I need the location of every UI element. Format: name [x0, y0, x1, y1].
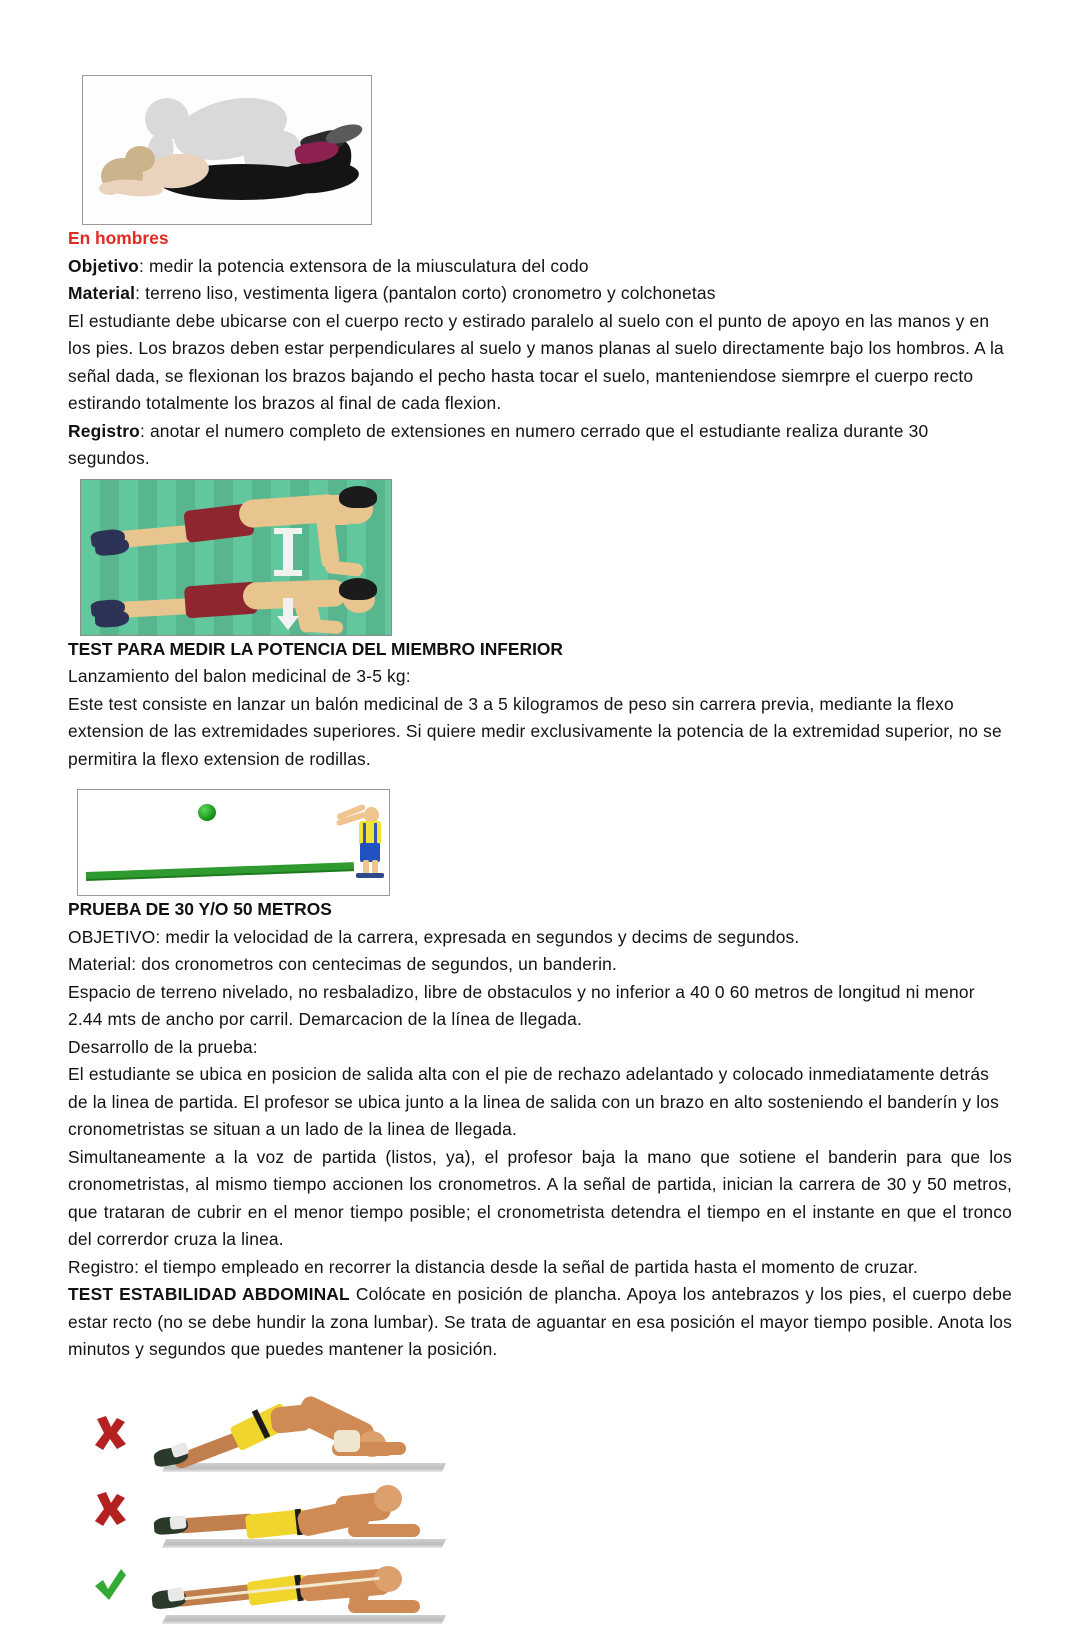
floor-shadow: [162, 1539, 446, 1548]
hand: [398, 1600, 420, 1613]
cross-icon: [93, 1414, 127, 1452]
shoe-heel-white: [167, 1586, 185, 1601]
objetivo-label: Objetivo: [68, 255, 139, 276]
thrower-strap-left: [363, 823, 366, 845]
figure-plank-positions: [81, 1404, 481, 1626]
document-content: [68, 58, 1012, 1626]
check-icon: [93, 1566, 127, 1604]
upper-figure-hair: [339, 486, 377, 508]
objetivo-text: : medir la potencia extensora de la miusculatura del codo: [138, 255, 589, 276]
paragraph-prueba-1: El estudiante se ubica en posicion de salida alta con el pie de rechazo adelantado y colocado inmediatamente detrás de la linea de partida. El profesor se ubica junto a la linea de salida con un brazo en alto sosteniendo el banderín y los cronometristas se situan a un lado de la linea de llegada.: [68, 1064, 999, 1139]
figure-knee-pushup-photo: [82, 75, 372, 225]
heading-prueba-30-50-metros: PRUEBA DE 30 Y/O 50 METROS: [68, 899, 332, 919]
head: [374, 1485, 402, 1512]
plank-figure-hips-high: [136, 1404, 476, 1474]
thrower-shoe-right: [369, 873, 384, 878]
thrower-strap-right: [374, 823, 377, 845]
figure-pushup-illustration: [80, 479, 392, 636]
paragraph-prueba-material: Material: dos cronometros con centecimas de segundos, un banderin.: [68, 954, 617, 974]
paragraph-prueba-2: Simultaneamente a la voz de partida (listos, ya), el profesor baja la mano que sotiene el banderin para que los cronometristas, al mismo tiempo accionen los cronometros. A la señal de partida, inician la carrera de 30 y 50 metros, que trataran de cubrir en el menor tiempo posible; el cronometrista detendra el tiempo en el instante en que el tronco del correrdor cruza la linea.: [68, 1146, 1012, 1249]
down-arrow-stem: [283, 598, 293, 618]
paragraph-prueba-registro: Registro: el tiempo empleado en recorrer la distancia desde la señal de partida hasta el momento de cruzar.: [68, 1256, 918, 1277]
material-text: : terreno liso, vestimenta ligera (pantalon corto) cronometro y colchonetas: [135, 283, 716, 303]
registro-label: Registro: [68, 420, 140, 441]
paragraph-prueba-objetivo: OBJETIVO: medir la velocidad de la carrera, expresada en segundos y decims de segundos.: [68, 926, 800, 947]
paragraph-estabilidad-abdominal: [68, 1281, 1012, 1364]
hand: [99, 182, 121, 195]
plank-row-hips-low: [81, 1480, 481, 1550]
plank-row-correct: [81, 1556, 481, 1626]
paragraph-lanzamiento-linea: Lanzamiento del balon medicinal de 3-5 kg:: [68, 666, 411, 686]
paragraph-material: [68, 280, 1012, 308]
down-arrow-head: [277, 616, 299, 630]
ground-line: [86, 862, 354, 879]
shoulder-shadow: [334, 1430, 360, 1452]
lower-figure-hair: [339, 578, 377, 600]
heading-en-hombres: En hombres: [68, 228, 169, 248]
floor-shadow: [162, 1463, 446, 1472]
material-label: Material: [68, 283, 136, 303]
plank-row-hips-high: [81, 1404, 481, 1474]
hand: [384, 1442, 406, 1455]
estabilidad-label: TEST ESTABILIDAD ABDOMINAL: [68, 1284, 350, 1304]
shoe-heel-white: [169, 1515, 186, 1530]
estabilidad-text: Colócate en posición de plancha. Apoya los antebrazos y los pies, el cuerpo debe estar recto (no se debe hundir la zona lumbar). Se trata de aguantar en esa posición el mayor tiempo posible. Anota los minutos y segundos que puedes mantener la posición.: [68, 1284, 1012, 1359]
paragraph-descripcion-flexiones: El estudiante debe ubicarse con el cuerpo recto y estirado paralelo al suelo con el punto de apoyo en las manos y en los pies. Los brazos deben estar perpendiculares al suelo y manos planas al suelo directamente bajo los hombros. A la señal dada, se flexionan los brazos bajando el pecho hasta tocar el suelo, manteniendose siemrpre el cuerpo recto estirando totalmente los brazos al final de cada flexion.: [68, 310, 1004, 413]
plank-figure-correct: [136, 1556, 476, 1626]
hand: [398, 1524, 420, 1537]
medicine-ball: [198, 804, 216, 821]
floor-shadow: [162, 1615, 446, 1624]
paragraph-registro: [68, 418, 1012, 473]
heading-test-potencia-miembro-inferior: TEST PARA MEDIR LA POTENCIA DEL MIEMBRO INFERIOR: [68, 638, 563, 659]
i-marker-bottom-cap: [274, 570, 302, 576]
i-marker-stem: [283, 532, 293, 572]
paragraph-objetivo: [68, 253, 1012, 281]
lower-figure-hand: [303, 618, 344, 634]
thrower-shorts: [360, 843, 380, 862]
figure-medicine-ball-throw: [77, 789, 390, 896]
registro-text: : anotar el numero completo de extensiones en numero cerrado que el estudiante realiza durante 30 segundos.: [68, 420, 929, 468]
paragraph-prueba-espacio: Espacio de terreno nivelado, no resbaladizo, libre de obstaculos y no inferior a 40 0 60 metros de longitud ni menor 2.44 mts de ancho por carril. Demarcacion de la línea de llegada.: [68, 981, 975, 1029]
paragraph-prueba-desarrollo-label: Desarrollo de la prueba:: [68, 1036, 258, 1057]
plank-figure-hips-low: [136, 1480, 476, 1550]
cross-icon: [93, 1490, 127, 1528]
paragraph-lanzamiento-descripcion: Este test consiste en lanzar un balón medicinal de 3 a 5 kilogramos de peso sin carrera previa, mediante la flexo extension de las extremidades superiores. Si quiere medir exclusivamente la potencia de la extremidad superior, no se permitira la flexo extension de rodillas.: [68, 693, 1002, 769]
